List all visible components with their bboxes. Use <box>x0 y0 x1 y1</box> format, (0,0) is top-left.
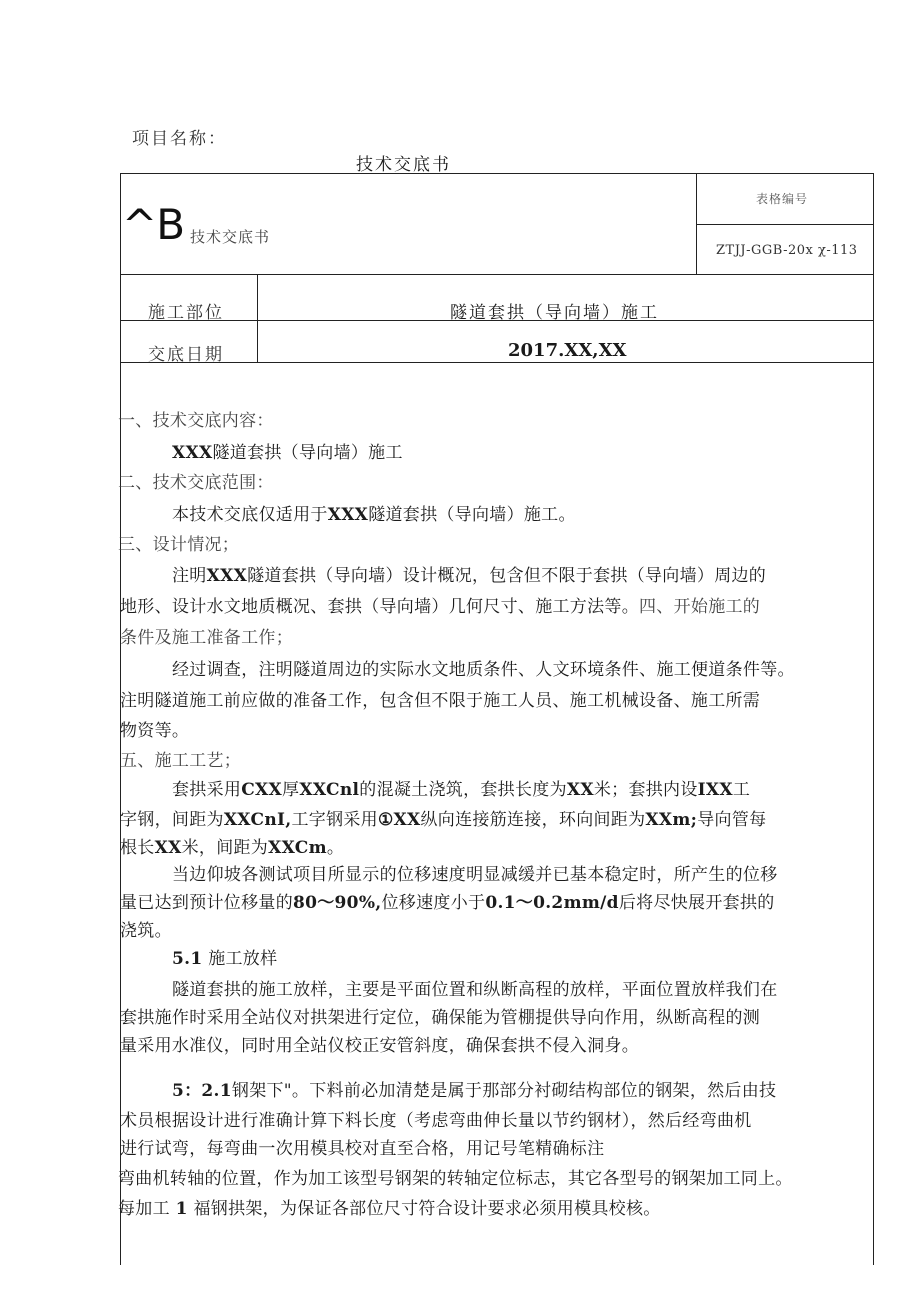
section-5-heading: 五、施工工艺； <box>120 751 242 771</box>
section-2-body: 本技术交底仅适用于XXX隧道套拱（导向墙）施工。 <box>172 505 576 525</box>
site-label: 施工部位 <box>148 303 224 323</box>
divider <box>120 362 874 363</box>
company-logo: ^B <box>122 200 185 249</box>
paragraph-line: 字钢，间距为XXCnI,工字钢采用①XX纵向连接筋连接，环向间距为XXm;导向管每 <box>120 810 767 830</box>
document-title: 技术交底书 <box>356 155 451 175</box>
divider <box>120 274 874 275</box>
paragraph-line: 注明XXX隧道套拱（导向墙）设计概况，包含但不限于套拱（导向墙）周边的 <box>172 566 767 586</box>
paragraph-line: 弯曲机转轴的位置，作为加工该型号钢架的转轴定位标志，其它各型号的钢架加工同上。 <box>118 1169 793 1189</box>
paragraph-line: 量已达到预计位移量的80～90%,位移速度小于0.1～0.2mm/d后将尽快展开套拱的 <box>120 893 775 913</box>
paragraph-line: 隧道套拱的施工放样，主要是平面位置和纵断高程的放样，平面位置放样我们在 <box>172 980 778 1000</box>
paragraph-line: 术员根据设计进行准确计算下料长度（考虑弯曲伸长量以节约钢材），然后经弯曲机 <box>120 1111 752 1131</box>
paragraph-line: 地形、设计水文地质概况、套拱（导向墙）几何尺寸、施工方法等。四、开始施工的 <box>120 597 761 617</box>
paragraph-line: 经过调查，注明隧道周边的实际水文地质条件、人文环境条件、施工便道条件等。 <box>172 660 795 680</box>
paragraph-line: 注明隧道施工前应做的准备工作，包含但不限于施工人员、施工机械设备、施工所需 <box>120 691 761 711</box>
paragraph-line: 根长XX米，间距为XXCm。 <box>120 838 345 858</box>
paragraph-line: 进行试弯，每弯曲一次用模具校对直至合格，用记号笔精确标注 <box>120 1139 605 1159</box>
divider <box>696 224 874 225</box>
paragraph-line: 物资等。 <box>120 721 190 741</box>
divider <box>696 173 697 274</box>
form-number-label: 表格编号 <box>756 192 809 206</box>
paragraph-line: 浇筑。 <box>120 921 172 941</box>
section-3-heading: 三、设计情况； <box>118 535 240 555</box>
section-1-body: XXX隧道套拱（导向墙）施工 <box>172 443 403 463</box>
paragraph-line: 每加工 1 福钢拱架，为保证各部位尺寸符合设计要求必须用模具校核。 <box>118 1199 661 1219</box>
form-frame <box>120 173 874 1265</box>
paragraph-line: 当边仰坡各测试项目所显示的位移速度明显减缓并已基本稳定时，所产生的位移 <box>172 865 778 885</box>
subsection-5-1-heading: 5.1 施工放样 <box>172 949 278 969</box>
paragraph-line: 5：2.1钢架下"。下料前必加清楚是属于那部分衬砌结构部位的钢架，然后由技 <box>172 1081 777 1101</box>
paragraph-line: 套拱施作时采用全站仪对拱架进行定位，确保能为管棚提供导向作用，纵断高程的测 <box>120 1008 761 1028</box>
project-name-label: 项目名称： <box>132 129 227 149</box>
paragraph-line: 套拱采用CXX厚XXCnl的混凝土浇筑，套拱长度为XX米；套拱内设IXX工 <box>172 780 751 800</box>
divider <box>257 274 258 362</box>
form-number-value: ZTJJ-GGB-20x χ-113 <box>716 243 858 258</box>
section-2-heading: 二、技术交底范围： <box>118 473 274 493</box>
site-value: 隧道套拱（导向墙）施工 <box>450 303 659 323</box>
date-label: 交底日期 <box>148 345 224 365</box>
paragraph-line: 量采用水准仪，同时用全站仪校正安管斜度，确保套拱不侵入洞身。 <box>120 1036 639 1056</box>
section-1-heading: 一、技术交底内容： <box>118 411 274 431</box>
date-value: 2017.XX,XX <box>508 340 627 361</box>
paragraph-line: 条件及施工准备工作； <box>120 628 293 648</box>
logo-subtitle: 技术交底书 <box>190 228 271 246</box>
